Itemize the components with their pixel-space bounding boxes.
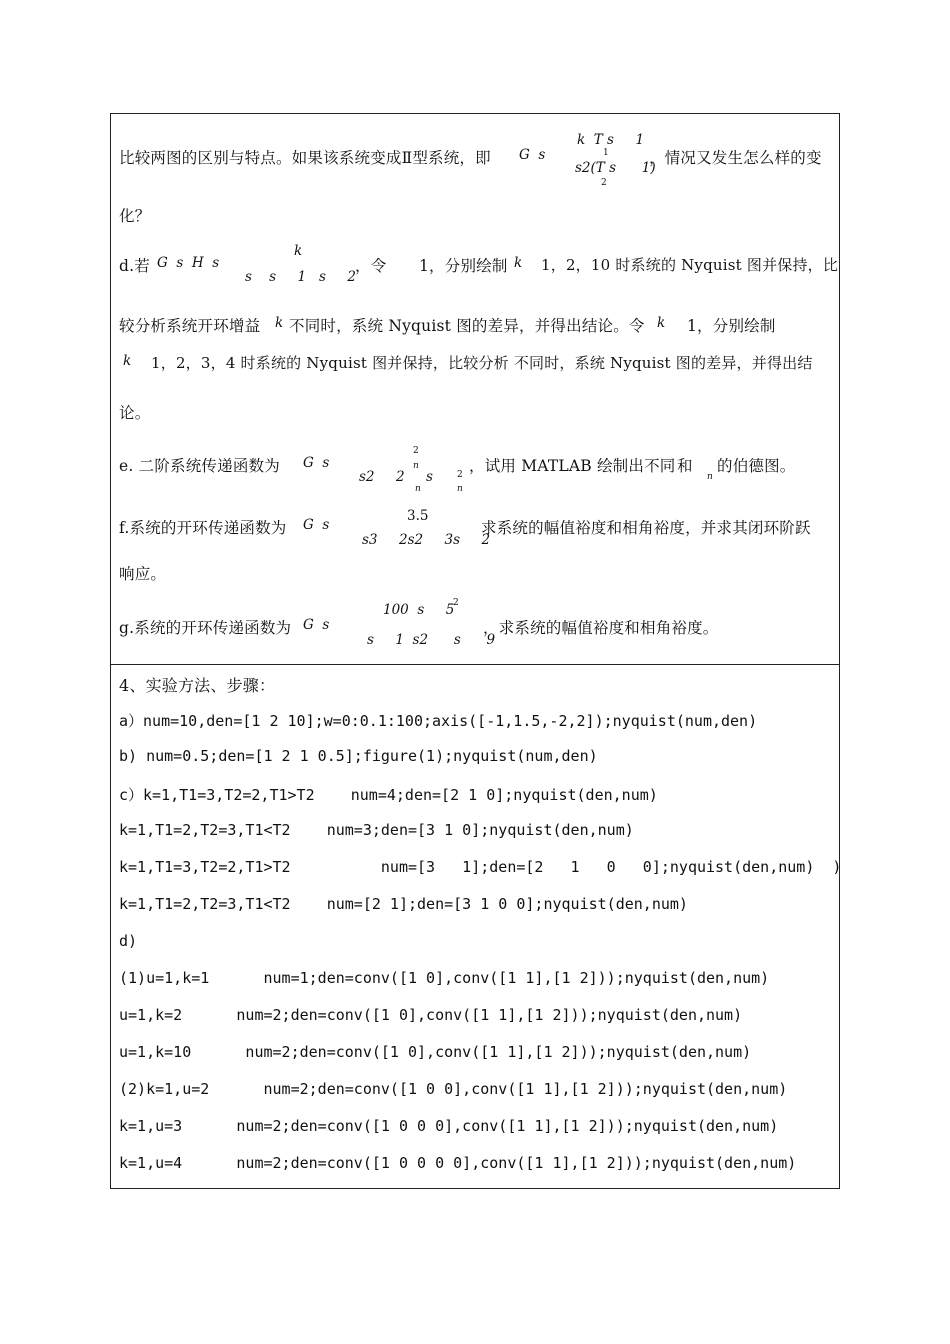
question-e-and: 和 (677, 457, 693, 475)
question-c-line2: 化？ (119, 207, 151, 225)
formula-d-GsHs: G s H s (157, 255, 220, 271)
method-line: (2)k=1,u=2 num=2;den=conv([1 0 0],conv([1 1],[1 2]));nyquist(den,num) (119, 1080, 788, 1098)
method-line: k=1,T1=2,T2=3,T1<T2 num=3;den=[3 1 0];nyquist(den,num) (119, 821, 634, 839)
method-line: u=1,k=2 num=2;den=conv([1 0],conv([1 1],[1 2]));nyquist(den,num) (119, 1006, 743, 1024)
formula-e-num-n: n (413, 461, 419, 471)
question-f-text: f.系统的开环传递函数为 (119, 519, 287, 537)
formula-c-sub1: 1 (603, 148, 609, 158)
question-d-line2c: 1，分别绘制 (687, 317, 776, 335)
formula-d-k-let: k (657, 315, 666, 331)
question-e-text: e. 二阶系统传递函数为 (119, 457, 280, 475)
question-c-tail: ，情况又发生怎么样的变 (649, 149, 822, 167)
formula-e-Gs: G s (303, 455, 330, 471)
formula-d-numerator: k (294, 243, 303, 259)
method-line: u=1,k=10 num=2;den=conv([1 0],conv([1 1],[1 2]));nyquist(den,num) (119, 1043, 752, 1061)
question-d-line2: 较分析系统开环增益 (119, 317, 261, 335)
method-line: k=1,u=3 num=2;den=conv([1 0 0 0],conv([1 1],[1 2]));nyquist(den,num) (119, 1117, 779, 1135)
question-d-line4: 论。 (119, 404, 151, 422)
question-d-draw: 1，分别绘制 (419, 257, 508, 275)
formula-d-k2: k (275, 315, 284, 331)
formula-c-Gs: G s (519, 147, 546, 163)
formula-e-den-n1: n (415, 484, 421, 494)
method-line: c）k=1,T1=3,T2=2,T1>T2 num=4;den=[2 1 0];nyquist(den,num) (119, 786, 658, 804)
question-d-line2b: 不同时，系统 Nyquist 图的差异，并得出结论。令 (289, 317, 645, 335)
question-d-label: d.若 (119, 257, 150, 275)
formula-e-n3: n (707, 472, 713, 482)
question-g-text: g.系统的开环传递函数为 (119, 619, 292, 637)
method-line: a）num=10,den=[1 2 10];w=0:0.1:100;axis([-1,1.5,-2,2]);nyquist(num,den) (119, 712, 758, 730)
method-section (110, 664, 840, 1189)
formula-f-numerator: 3.5 (407, 508, 429, 524)
method-line: k=1,T1=3,T2=2,T1>T2 num=[3 1];den=[2 1 0 0];nyquist(den,num) ) (119, 858, 842, 876)
formula-f-denominator: s3 2s2 3s 2 (362, 532, 491, 548)
formula-g-sup: 2 (453, 598, 459, 608)
formula-c-sub2: 2 (601, 178, 607, 188)
question-g-task: ，求系统的幅值裕度和相角裕度。 (483, 619, 719, 637)
question-e-middle: ，试用 MATLAB 绘制出不同 (469, 457, 676, 475)
formula-d-denominator: s s 1 s 2 (245, 269, 356, 285)
formula-g-denominator: s 1 s2 s 9 (367, 632, 496, 648)
question-d-let: ，令 (355, 257, 387, 275)
method-line: (1)u=1,k=1 num=1;den=conv([1 0],conv([1 1],[1 2]));nyquist(den,num) (119, 969, 770, 987)
formula-g-Gs: G s (303, 617, 330, 633)
method-line: b) num=0.5;den=[1 2 1 0.5];figure(1);nyquist(num,den) (119, 747, 598, 765)
formula-e-denominator: s2 2 s (359, 469, 433, 485)
question-e-end: 的伯德图。 (717, 457, 796, 475)
method-line: k=1,u=4 num=2;den=conv([1 0 0 0 0],conv([1 1],[1 2]));nyquist(den,num) (119, 1154, 797, 1172)
question-f-task: 求系统的幅值裕度和相角裕度，并求其闭环阶跃 (481, 519, 811, 537)
questions-section (110, 113, 840, 665)
formula-e-num-2: 2 (413, 446, 419, 456)
question-c-text: 比较两图的区别与特点。如果该系统变成Ⅱ型系统，即 (119, 149, 491, 167)
formula-d-k: k (514, 255, 523, 271)
method-line: k=1,T1=2,T2=3,T1<T2 num=[2 1];den=[3 1 0 0];nyquist(den,num) (119, 895, 688, 913)
formula-f-Gs: G s (303, 517, 330, 533)
formula-c-denominator: s2(T s 1) (575, 160, 656, 176)
formula-e-den-n2: n (457, 484, 463, 494)
formula-g-numerator: 100 s 5 (383, 602, 455, 618)
question-d-values: 1，2，10 时系统的 Nyquist 图并保持，比 (541, 256, 839, 274)
formula-c-numerator: k T s 1 (577, 132, 645, 148)
question-f-line2: 响应。 (119, 565, 167, 583)
formula-d-k3: k (123, 353, 132, 369)
question-d-line3: 1，2，3，4 时系统的 Nyquist 图并保持，比较分析 不同时，系统 Nyquist 图的差异，并得出结 (151, 354, 813, 372)
method-title: 4、实验方法、步骤： (119, 676, 276, 695)
method-line: d) (119, 932, 138, 950)
formula-e-den-2: 2 (457, 470, 463, 480)
